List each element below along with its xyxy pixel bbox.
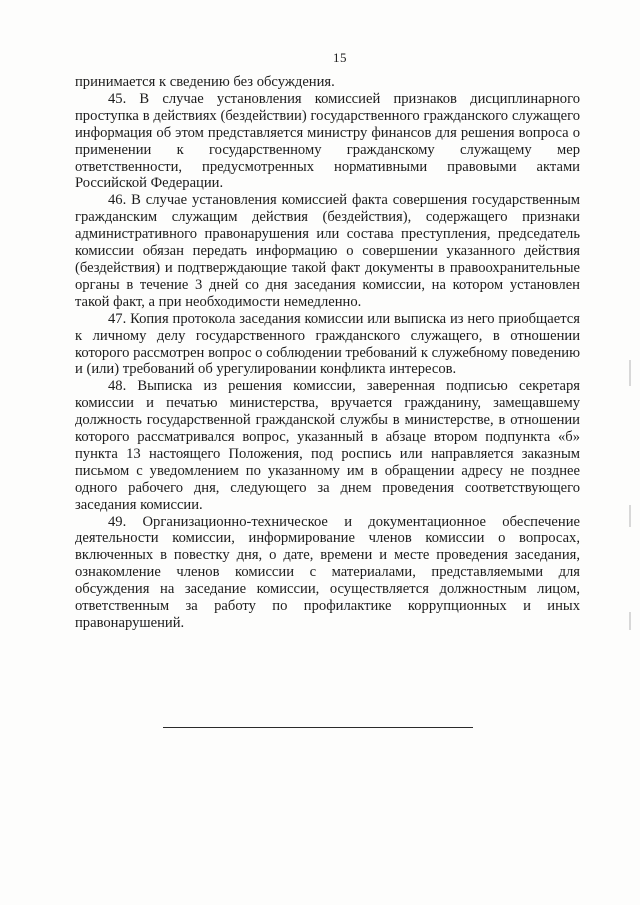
paragraph-46: 46. В случае установления комиссией факта совершения государственным гражданским служащим действия (бездействия), содержащего признаки административного правонарушения или состава преступления, председатель комиссии обязан передать информацию о совершении указанного действия (бездействия) и подтверждающие такой факт документы в правоохранительные органы в течение 3 дней со дня заседания комиссии, на котором установлен такой факт, а при необходимости немедленно. xyxy=(75,192,580,310)
paragraph-47: 47. Копия протокола заседания комиссии или выписка из него приобщается к личному делу государственного гражданского служащего, в отношении которого рассмотрен вопрос о соблюдении требований к служебному поведению и (или) требований об урегулировании конфликта интересов. xyxy=(75,310,580,378)
closing-rule xyxy=(163,727,473,728)
scan-edge-mark xyxy=(629,505,631,527)
paragraph-45: 45. В случае установления комиссией признаков дисциплинарного проступка в действиях (бездействии) государственного гражданского служащего информация об этом представляется министру финансов для решения вопроса о применении к государственному гражданскому служащему мер ответственности, предусмотренных нормативными правовыми актами Российской Федерации. xyxy=(75,90,580,192)
paragraph-49: 49. Организационно-техническое и документационное обеспечение деятельности комиссии, информирование членов комиссии о вопросах, включенных в повестку дня, о дате, времени и месте проведения заседания, ознакомление членов комиссии с материалами, представляемыми для обсуждения на заседание комиссии, осуществляется должностным лицом, ответственным за работу по профилактике коррупционных и иных правонарушений. xyxy=(75,513,580,631)
scan-edge-mark xyxy=(629,612,631,630)
paragraph-continuation: принимается к сведению без обсуждения. xyxy=(75,74,335,90)
scan-edge-mark xyxy=(629,360,631,386)
paragraph-48: 48. Выписка из решения комиссии, заверенная подписью секретаря комиссии и печатью министерства, вручается гражданину, замещавшему должность государственной гражданской службы в министерстве, в отношении которого рассматривался вопрос, указанный в абзаце втором подпункта «б» пункта 13 настоящего Положения, под роспись или направляется заказным письмом с уведомлением по указанному им в обращении адресу не позднее одного рабочего дня, следующего за днем проведения соответствующего заседания комиссии. xyxy=(75,378,580,513)
page-number: 15 xyxy=(333,50,347,65)
document-body xyxy=(75,74,580,632)
